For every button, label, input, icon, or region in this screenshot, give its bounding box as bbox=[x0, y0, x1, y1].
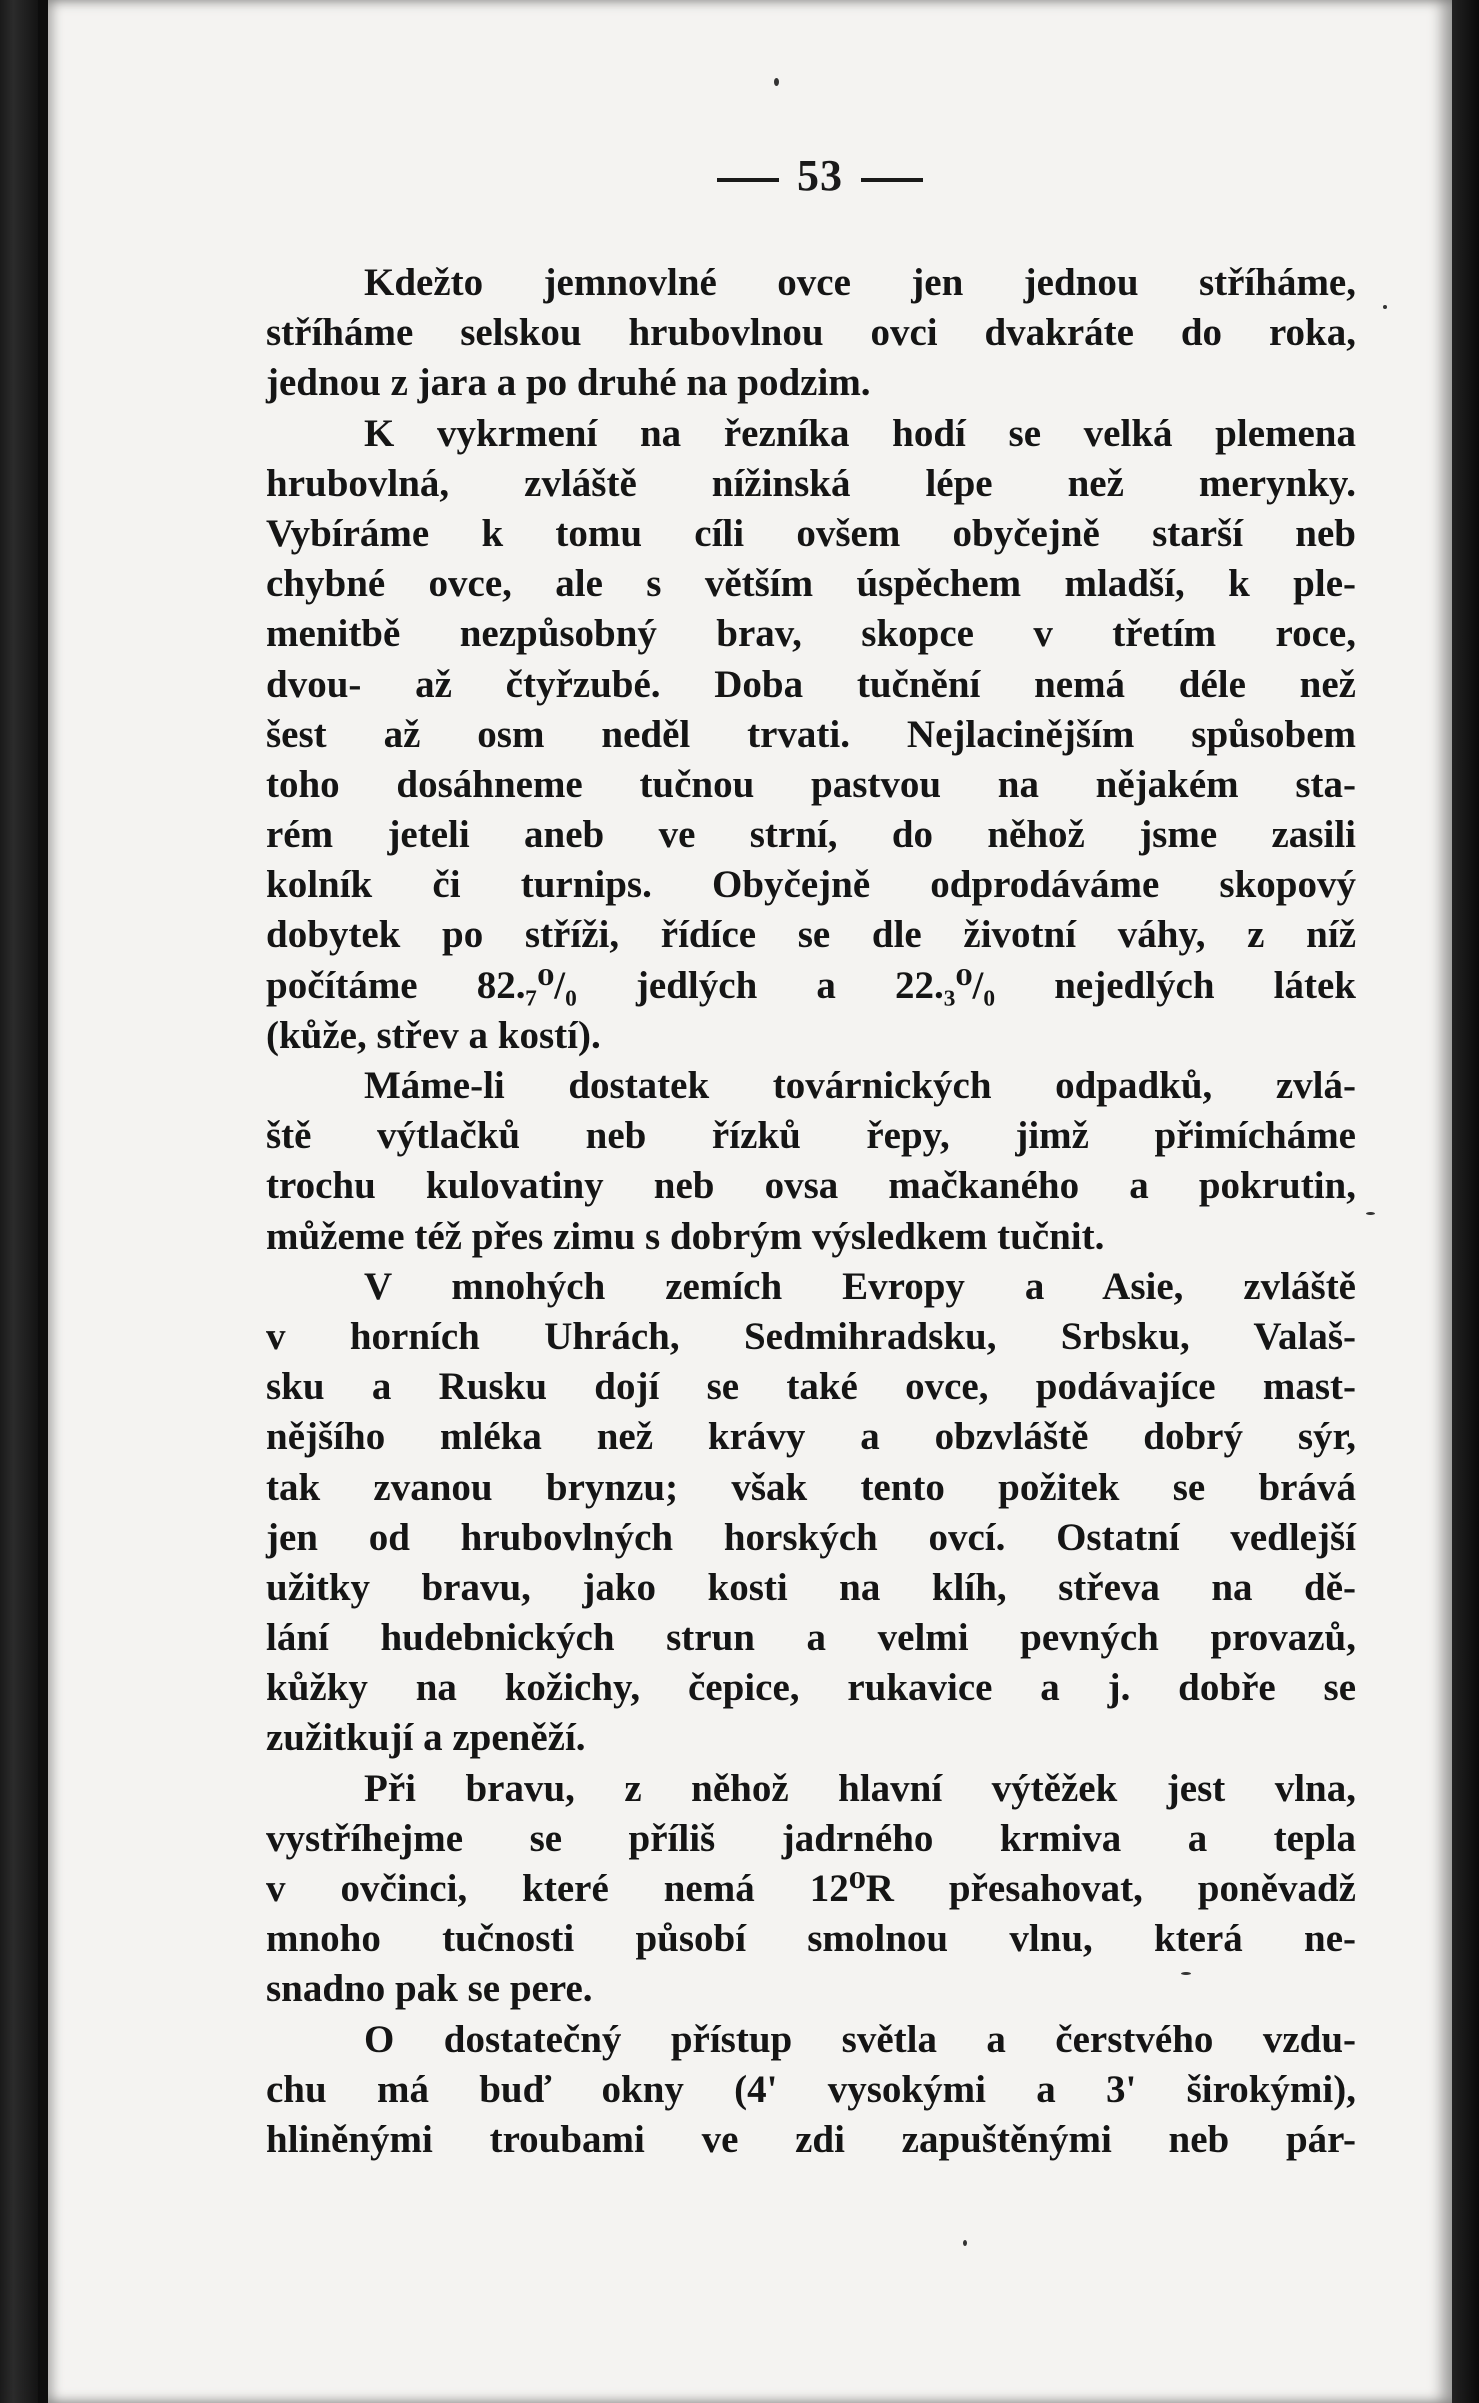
text-line: kolník či turnips. Obyčejně odprodáváme skopový bbox=[266, 863, 1356, 907]
text-line: V mnohých zemích Evropy a Asie, zvláště bbox=[364, 1264, 1356, 1308]
text-line: počítáme 82.₇⁰/₀ jedlých a 22.₃⁰/₀ nejedlých látek bbox=[266, 963, 1356, 1007]
text-line: Při bravu, z něhož hlavní výtěžek jest vlna, bbox=[364, 1766, 1356, 1810]
text-line: O dostatečný přístup světla a čerstvého vzdu- bbox=[364, 2017, 1356, 2061]
text-line: hliněnými troubami ve zdi zapuštěnými neb pár- bbox=[266, 2117, 1356, 2161]
text-line: v horních Uhrách, Sedmihradsku, Srbsku, Valaš- bbox=[266, 1314, 1356, 1358]
text-line: můžeme též přes zimu s dobrým výsledkem tučnit. bbox=[266, 1214, 1105, 1258]
text-line: chu má buď okny (4' vysokými a 3' širokými), bbox=[266, 2067, 1356, 2111]
text-line: nějšího mléka než krávy a obzvláště dobrý sýr, bbox=[266, 1415, 1356, 1459]
print-speck bbox=[1366, 1212, 1375, 1215]
text-line: jednou z jara a po druhé na podzim. bbox=[266, 361, 871, 405]
page-number-value: 53 bbox=[797, 151, 843, 200]
right-book-edge bbox=[1452, 0, 1479, 2403]
text-line: v ovčinci, které nemá 12⁰R přesahovat, poněvadž bbox=[266, 1867, 1356, 1910]
text-line: snadno pak se pere. bbox=[266, 1967, 593, 2011]
text-line: stříháme selskou hrubovlnou ovci dvakráte do roka, bbox=[266, 311, 1356, 355]
text-line: zužitkují a zpeněží. bbox=[266, 1716, 586, 1760]
page-number-dash-left bbox=[717, 178, 779, 182]
text-line: menitbě nezpůsobný brav, skopce v třetím roce, bbox=[266, 612, 1356, 656]
text-line: kůžky na kožichy, čepice, rukavice a j. dobře se bbox=[266, 1666, 1356, 1710]
text-line: K vykrmení na řezníka hodí se velká plemena bbox=[364, 411, 1356, 455]
print-speck bbox=[1383, 305, 1387, 309]
text-line: sku a Rusku dojí se také ovce, podávajíce mast- bbox=[266, 1365, 1356, 1409]
print-speck bbox=[963, 2240, 967, 2246]
left-book-edge bbox=[0, 0, 38, 2403]
page-number bbox=[118, 150, 1479, 201]
text-line: ště výtlačků neb řízků řepy, jimž přimícháme bbox=[266, 1114, 1356, 1158]
print-speck bbox=[1181, 1972, 1191, 1975]
book-page bbox=[48, 0, 1452, 2403]
text-line: užitky bravu, jako kosti na klíh, střeva na dě- bbox=[266, 1565, 1356, 1609]
page-number-dash-right bbox=[861, 178, 923, 182]
text-line: rém jeteli aneb ve strní, do něhož jsme zasili bbox=[266, 813, 1356, 857]
text-line: lání hudebnických strun a velmi pevných provazů, bbox=[266, 1616, 1356, 1660]
text-line: toho dosáhneme tučnou pastvou na nějakém sta- bbox=[266, 762, 1356, 806]
text-line: Vybíráme k tomu cíli ovšem obyčejně starší neb bbox=[266, 511, 1356, 555]
text-line: tak zvanou brynzu; však tento požitek se brává bbox=[266, 1465, 1356, 1509]
text-line: dobytek po stříži, řídíce se dle životní váhy, z níž bbox=[266, 913, 1356, 957]
text-line: hrubovlná, zvláště nížinská lépe než merynky. bbox=[266, 461, 1356, 505]
text-line: šest až osm neděl trvati. Nejlacinějším spůsobem bbox=[266, 712, 1356, 756]
text-line: jen od hrubovlných horských ovcí. Ostatní vedlejší bbox=[266, 1515, 1356, 1559]
text-line: (kůže, střev a kostí). bbox=[266, 1013, 601, 1057]
text-line: chybné ovce, ale s větším úspěchem mladší, k ple- bbox=[266, 562, 1356, 606]
text-line: trochu kulovatiny neb ovsa mačkaného a pokrutin, bbox=[266, 1164, 1356, 1208]
text-line: Kdežto jemnovlné ovce jen jednou stříháme, bbox=[364, 261, 1356, 304]
text-line: mnoho tučnosti působí smolnou vlnu, která ne- bbox=[266, 1917, 1356, 1961]
text-line: vystříhejme se příliš jadrného krmiva a tepla bbox=[266, 1816, 1356, 1860]
body-text bbox=[266, 258, 1356, 2165]
print-speck bbox=[774, 78, 779, 86]
text-line: dvou- až čtyřzubé. Doba tučnění nemá déle než bbox=[266, 662, 1356, 706]
text-line: Máme-li dostatek továrnických odpadků, zvlá- bbox=[364, 1064, 1356, 1107]
